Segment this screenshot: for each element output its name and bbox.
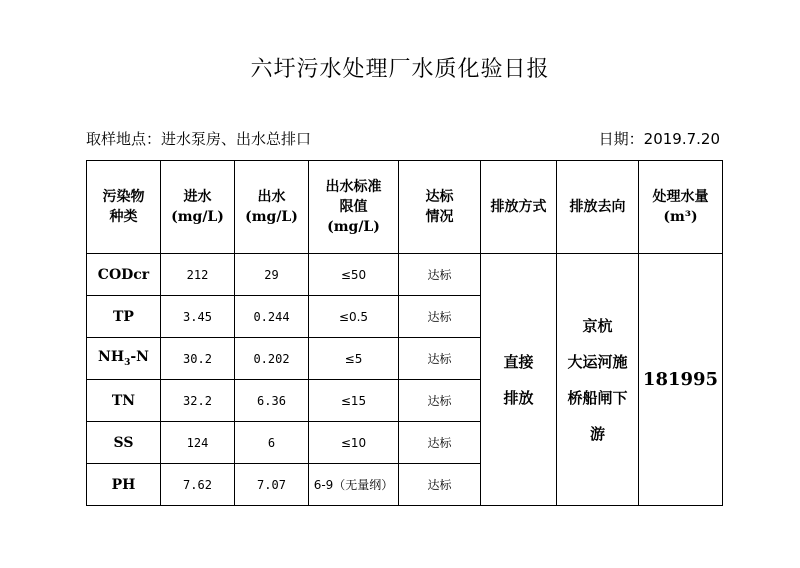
status-cell: 达标 xyxy=(399,338,481,380)
inflow-cell: 3.45 xyxy=(161,296,235,338)
info-row xyxy=(86,128,720,150)
pollutant-cell: TN xyxy=(87,380,161,422)
inflow-cell: 124 xyxy=(161,422,235,464)
outflow-cell: 7.07 xyxy=(235,464,309,506)
header-discharge-destination: 排放去向 xyxy=(557,161,639,254)
date-label: 日期： xyxy=(598,130,644,148)
limit-cell: ≤5 xyxy=(309,338,399,380)
sampling-location: 取样地点：进水泵房、出水总排口 xyxy=(86,130,312,148)
pollutant-cell: $NH_3-N$ xyxy=(87,338,161,380)
pollutant-cell: CODcr xyxy=(87,254,161,296)
header-limit: 出水标准 限值 (mg/L) xyxy=(309,161,399,254)
table-row xyxy=(87,254,723,296)
report-title: 六圩污水处理厂水质化验日报 xyxy=(250,57,550,82)
header-compliance: 达标 情况 xyxy=(399,161,481,254)
date-value: 2019.7.20 xyxy=(643,130,720,148)
outflow-cell: 0.202 xyxy=(235,338,309,380)
inflow-cell: 212 xyxy=(161,254,235,296)
inflow-cell: 7.62 xyxy=(161,464,235,506)
inflow-cell: 32.2 xyxy=(161,380,235,422)
header-treatment-volume: 处理水量 (m³) xyxy=(639,161,723,254)
status-cell: 达标 xyxy=(399,422,481,464)
report-date xyxy=(599,128,720,149)
limit-cell: 6-9（无量纲） xyxy=(309,464,399,506)
header-discharge-method: 排放方式 xyxy=(481,161,557,254)
status-cell: 达标 xyxy=(399,380,481,422)
inflow-cell: 30.2 xyxy=(161,338,235,380)
limit-cell: ≤50 xyxy=(309,254,399,296)
status-cell: 达标 xyxy=(399,254,481,296)
limit-cell: ≤15 xyxy=(309,380,399,422)
header-pollutant: 污染物 种类 xyxy=(87,161,161,254)
water-quality-table xyxy=(86,160,723,506)
status-cell: 达标 xyxy=(399,296,481,338)
pollutant-cell: PH xyxy=(87,464,161,506)
limit-cell: ≤0.5 xyxy=(309,296,399,338)
pollutant-cell: TP xyxy=(87,296,161,338)
pollutant-cell: SS xyxy=(87,422,161,464)
discharge-method-cell: 直接 排放 xyxy=(481,254,557,506)
status-cell: 达标 xyxy=(399,464,481,506)
header-row xyxy=(87,161,723,254)
limit-cell: ≤10 xyxy=(309,422,399,464)
outflow-cell: 0.244 xyxy=(235,296,309,338)
treatment-volume-cell: 181995 xyxy=(639,254,723,506)
header-outflow: 出水 (mg/L) xyxy=(235,161,309,254)
outflow-cell: 6.36 xyxy=(235,380,309,422)
outflow-cell: 6 xyxy=(235,422,309,464)
header-inflow: 进水 (mg/L) xyxy=(161,161,235,254)
outflow-cell: 29 xyxy=(235,254,309,296)
discharge-destination-cell: 京杭 大运河施 桥船闸下 游 xyxy=(557,254,639,506)
